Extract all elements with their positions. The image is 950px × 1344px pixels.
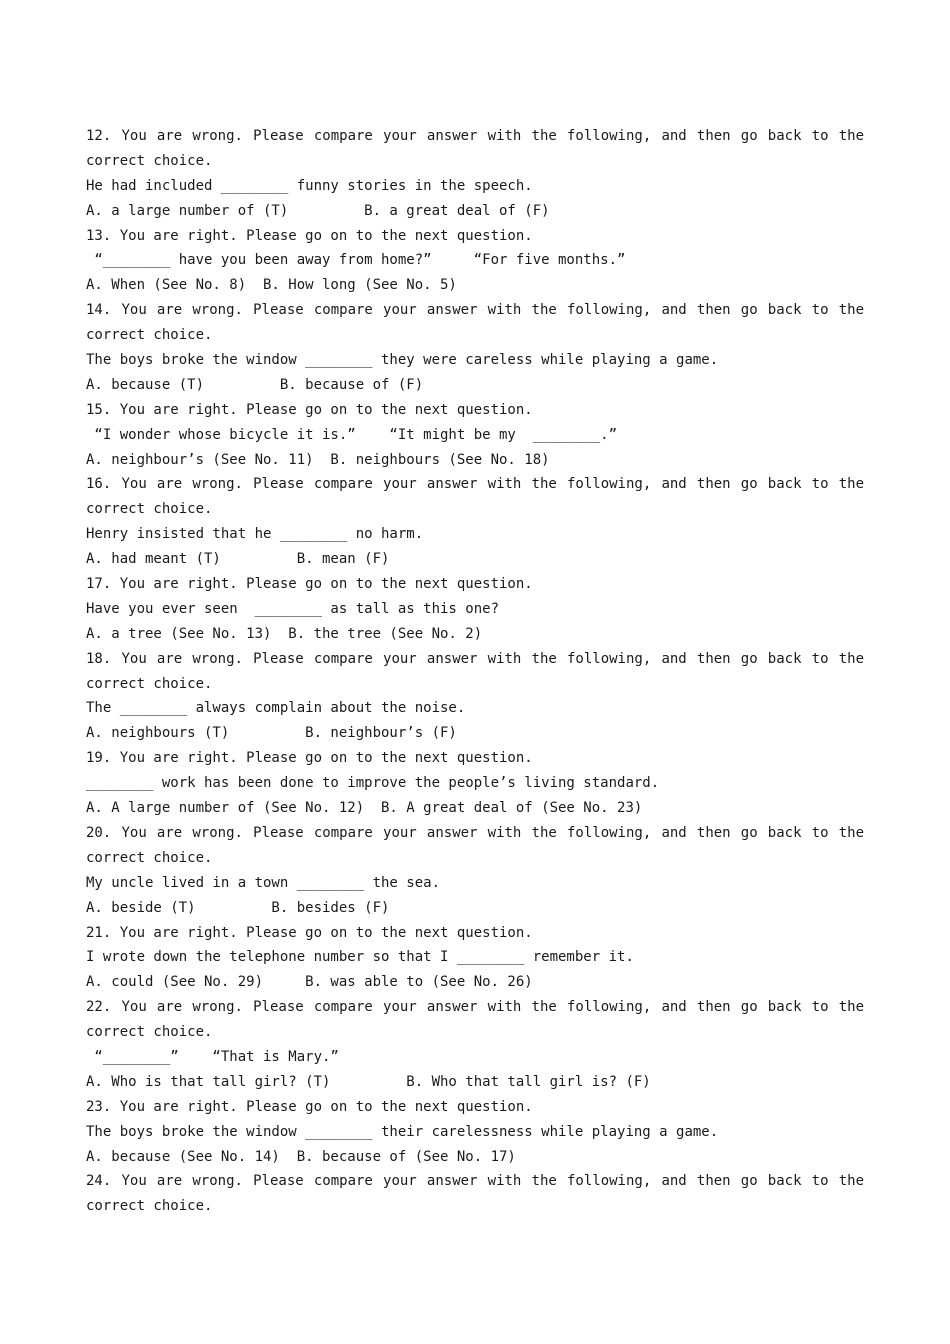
answer-options: A. When (See No. 8) B. How long (See No. 5) xyxy=(86,277,457,294)
text-line: correct choice. xyxy=(86,501,213,518)
question-sentence: “________” “That is Mary.” xyxy=(86,1048,339,1065)
question-sentence: My uncle lived in a town ________ the sea. xyxy=(86,874,441,891)
text-line: 13. You are right. Please go on to the next question. xyxy=(86,227,533,244)
question-sentence: I wrote down the telephone number so that I ________ remember it. xyxy=(86,949,634,966)
question-sentence: Have you ever seen ________ as tall as this one? xyxy=(86,600,500,617)
question-sentence: The boys broke the window ________ their carelessness while playing a game. xyxy=(86,1123,719,1140)
answer-options: A. a tree (See No. 13) B. the tree (See No. 2) xyxy=(86,625,483,642)
question-sentence: The ________ always complain about the noise. xyxy=(86,700,466,717)
text-line: 12. You are wrong. Please compare your answer with the following, and then go back to the xyxy=(86,128,864,144)
answer-options: A. because (T) B. because of (F) xyxy=(86,376,424,393)
document-page xyxy=(86,124,864,1219)
answer-options: A. because (See No. 14) B. because of (See No. 17) xyxy=(86,1148,516,1165)
text-line: 15. You are right. Please go on to the next question. xyxy=(86,401,533,418)
text-line: correct choice. xyxy=(86,849,213,866)
text-line: 18. You are wrong. Please compare your answer with the following, and then go back to the xyxy=(86,650,864,667)
text-line: 21. You are right. Please go on to the next question. xyxy=(86,924,533,941)
text-line: 23. You are right. Please go on to the next question. xyxy=(86,1098,533,1115)
answer-options: A. could (See No. 29) B. was able to (See No. 26) xyxy=(86,974,533,991)
text-line: 14. You are wrong. Please compare your answer with the following, and then go back to the xyxy=(86,302,864,319)
text-line: correct choice. xyxy=(86,1024,213,1041)
text-line: 19. You are right. Please go on to the next question. xyxy=(86,750,533,767)
text-line: 16. You are wrong. Please compare your answer with the following, and then go back to the xyxy=(86,476,864,493)
text-line: correct choice. xyxy=(86,1198,213,1215)
answer-options: A. beside (T) B. besides (F) xyxy=(86,899,390,916)
text-line: 24. You are wrong. Please compare your answer with the following, and then go back to the xyxy=(86,1173,864,1190)
question-sentence: “I wonder whose bicycle it is.” “It might be my ________.” xyxy=(86,426,618,443)
answer-options: A. A large number of (See No. 12) B. A great deal of (See No. 23) xyxy=(86,800,643,817)
text-line: 20. You are wrong. Please compare your answer with the following, and then go back to the xyxy=(86,824,864,841)
question-sentence: ________ work has been done to improve the people’s living standard. xyxy=(86,775,660,792)
answer-options: A. neighbours (T) B. neighbour’s (F) xyxy=(86,725,457,742)
answer-options: A. had meant (T) B. mean (F) xyxy=(86,551,390,568)
text-line: correct choice. xyxy=(86,152,213,169)
text-line: 22. You are wrong. Please compare your answer with the following, and then go back to the xyxy=(86,999,864,1016)
question-sentence: Henry insisted that he ________ no harm. xyxy=(86,526,424,543)
text-line: correct choice. xyxy=(86,327,213,344)
text-line: 17. You are right. Please go on to the next question. xyxy=(86,576,533,593)
question-sentence: He had included ________ funny stories in the speech. xyxy=(86,177,533,194)
question-sentence: The boys broke the window ________ they were careless while playing a game. xyxy=(86,352,719,369)
answer-options: A. neighbour’s (See No. 11) B. neighbours (See No. 18) xyxy=(86,451,550,468)
text-line: correct choice. xyxy=(86,675,213,692)
question-sentence: “________ have you been away from home?” “For five months.” xyxy=(86,252,626,269)
answer-options: A. Who is that tall girl? (T) B. Who that tall girl is? (F) xyxy=(86,1073,651,1090)
answer-options: A. a large number of (T) B. a great deal of (F) xyxy=(86,202,550,219)
